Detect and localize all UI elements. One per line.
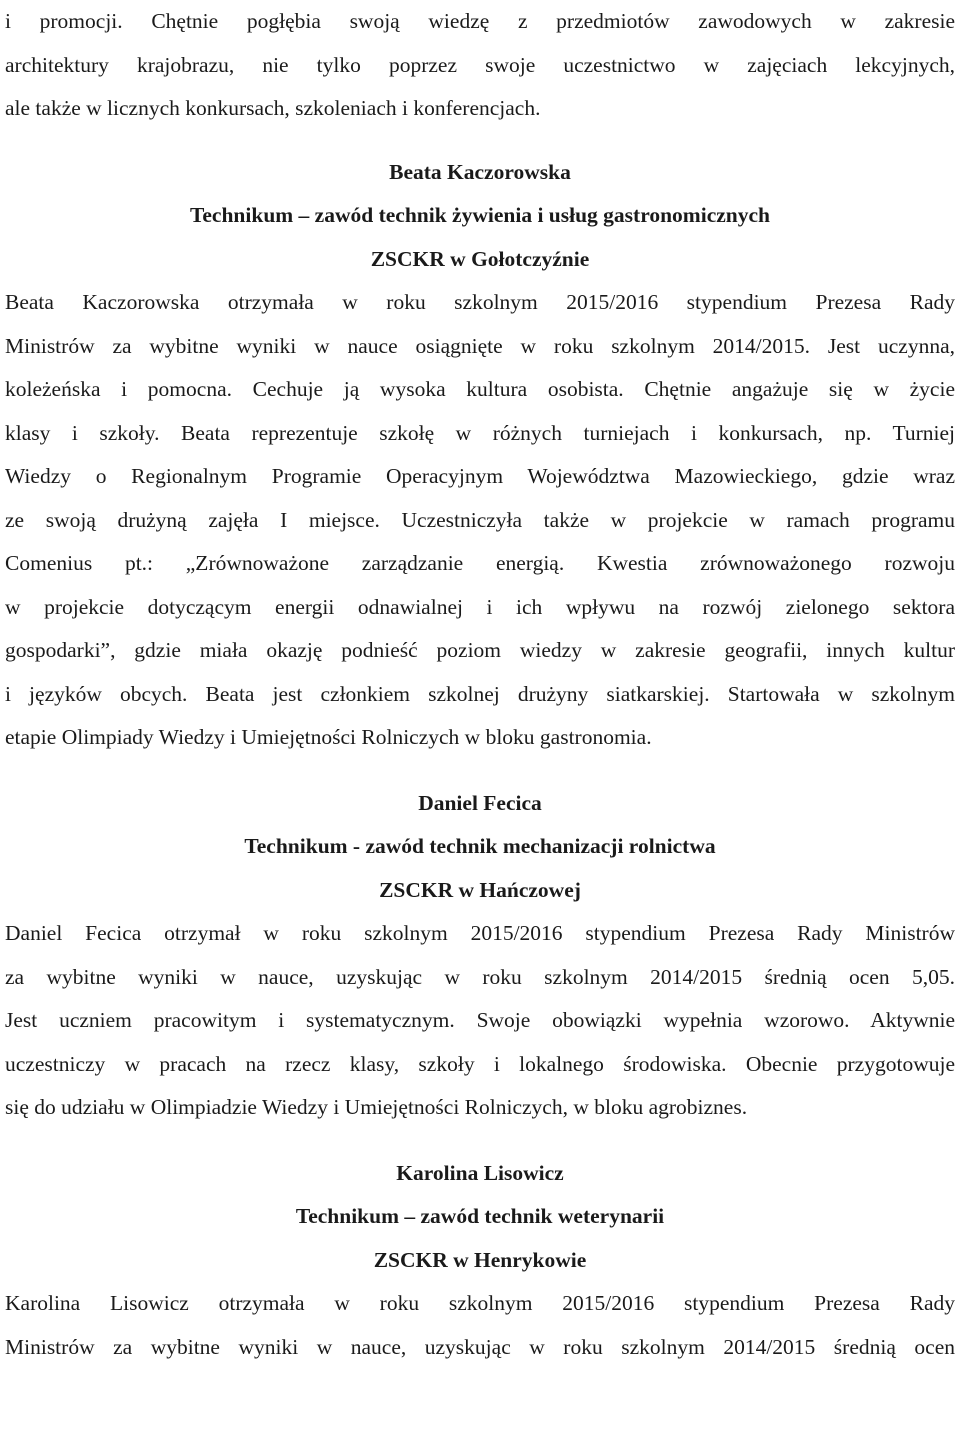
paragraph-line: Wiedzy o Regionalnym Programie Operacyjnym Województwa Mazowieckiego, gdzie wraz bbox=[5, 464, 955, 488]
paragraph-line: Comenius pt.: „Zrównoważone zarządzanie energią. Kwestia zrównoważonego rozwoju bbox=[5, 551, 955, 575]
intro-line: ale także w licznych konkursach, szkoleniach i konferencjach. bbox=[5, 96, 541, 120]
section-heading-school: ZSCKR w Hańczowej bbox=[379, 877, 581, 902]
paragraph-line: Karolina Lisowicz otrzymała w roku szkolnym 2015/2016 stypendium Prezesa Rady bbox=[5, 1291, 955, 1315]
paragraph-line: i języków obcych. Beata jest członkiem szkolnej drużyny siatkarskiej. Startowała w szkolnym bbox=[5, 681, 955, 706]
section-heading-name: Karolina Lisowicz bbox=[396, 1160, 564, 1185]
paragraph-line: Daniel Fecica otrzymał w roku szkolnym 2015/2016 stypendium Prezesa Rady Ministrów bbox=[5, 921, 955, 945]
paragraph-line: Ministrów za wybitne wyniki w nauce osiągnięte w roku szkolnym 2014/2015. Jest uczynna, bbox=[5, 333, 955, 358]
paragraph-line: uczestniczy w pracach na rzecz klasy, szkoły i lokalnego środowiska. Obecnie przygotowuje bbox=[5, 1051, 955, 1076]
section-heading-profession: Technikum - zawód technik mechanizacji rolnictwa bbox=[244, 834, 716, 858]
section-karolina bbox=[5, 1152, 955, 1370]
spacer bbox=[5, 1130, 955, 1152]
spacer bbox=[5, 760, 955, 782]
paragraph-line: klasy i szkoły. Beata reprezentuje szkołę w różnych turniejach i konkursach, np. Turniej bbox=[5, 420, 955, 445]
paragraph-line: gospodarki”, gdzie miała okazję podnieść poziom wiedzy w zakresie geografii, innych kultur bbox=[5, 638, 955, 662]
paragraph-line: w projekcie dotyczącym energii odnawialnej i ich wpływu na rozwój zielonego sektora bbox=[5, 594, 955, 619]
section-heading-profession: Technikum – zawód technik żywienia i usług gastronomicznych bbox=[190, 203, 770, 227]
section-heading-school: ZSCKR w Henrykowie bbox=[373, 1247, 587, 1272]
intro-line: i promocji. Chętnie pogłębia swoją wiedzę z przedmiotów zawodowych w zakresie bbox=[5, 9, 955, 33]
section-heading-school: ZSCKR w Gołotczyźnie bbox=[370, 246, 590, 271]
section-heading-name: Daniel Fecica bbox=[418, 790, 542, 815]
paragraph-line: Beata Kaczorowska otrzymała w roku szkolnym 2015/2016 stypendium Prezesa Rady bbox=[5, 290, 955, 314]
paragraph-line: Ministrów za wybitne wyniki w nauce, uzyskując w roku szkolnym 2014/2015 średnią ocen bbox=[5, 1334, 955, 1359]
section-daniel bbox=[5, 782, 955, 1130]
document-page bbox=[5, 0, 955, 1369]
paragraph-line: za wybitne wyniki w nauce, uzyskując w roku szkolnym 2014/2015 średnią ocen 5,05. bbox=[5, 964, 955, 989]
paragraph-line: się do udziału w Olimpiadzie Wiedzy i Umiejętności Rolniczych, w bloku agrobiznes. bbox=[5, 1095, 748, 1119]
section-heading-name: Beata Kaczorowska bbox=[389, 159, 571, 184]
paragraph-line: etapie Olimpiady Wiedzy i Umiejętności Rolniczych w bloku gastronomia. bbox=[5, 725, 652, 749]
intro-paragraph bbox=[5, 0, 955, 131]
intro-line: architektury krajobrazu, nie tylko poprzez swoje uczestnictwo w zajęciach lekcyjnych, bbox=[5, 52, 955, 77]
section-beata bbox=[5, 151, 955, 760]
section-heading-profession: Technikum – zawód technik weterynarii bbox=[295, 1204, 665, 1228]
paragraph-line: ze swoją drużyną zajęła I miejsce. Uczestniczyła także w projekcie w ramach programu bbox=[5, 507, 955, 532]
paragraph-line: koleżeńska i pomocna. Cechuje ją wysoka kultura osobista. Chętnie angażuje się w życie bbox=[5, 377, 955, 401]
spacer bbox=[5, 131, 955, 151]
paragraph-line: Jest uczniem pracowitym i systematycznym. Swoje obowiązki wypełnia wzorowo. Aktywnie bbox=[5, 1008, 955, 1032]
